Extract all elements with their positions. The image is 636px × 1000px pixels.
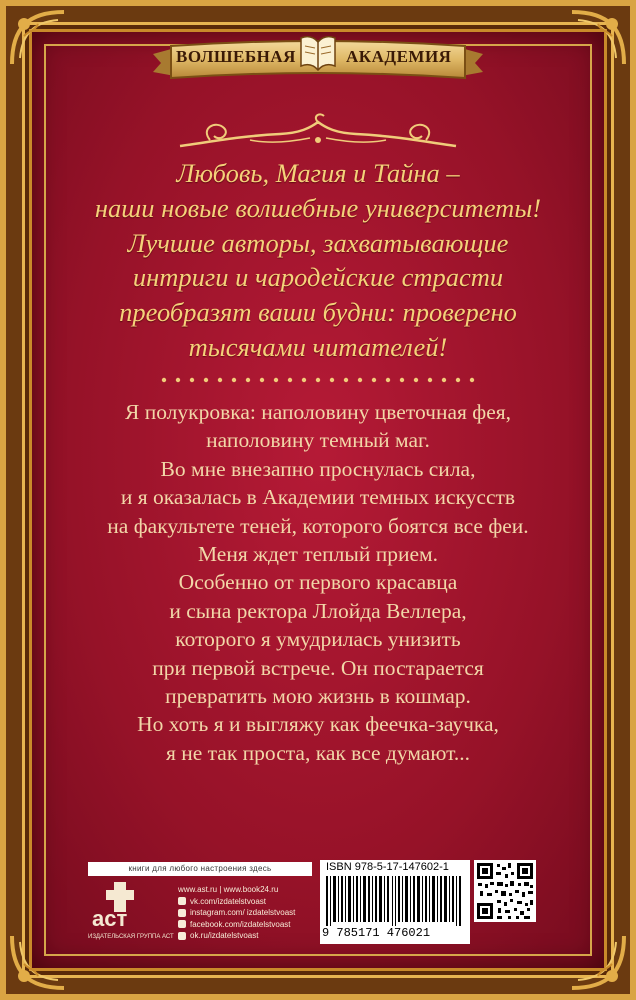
series-name-right: АКАДЕМИЯ xyxy=(346,47,452,66)
barcode-number: 9 785171 476021 xyxy=(322,926,431,940)
isbn-block xyxy=(320,860,470,944)
flourish-ornament-icon xyxy=(170,112,466,158)
isbn-label: ISBN 978-5-17-147602-1 xyxy=(326,861,449,873)
blurb-line: Я полукровка: наполовину цветочная фея, xyxy=(124,400,512,424)
website-link[interactable]: www.ast.ru | www.book24.ru xyxy=(178,885,279,894)
corner-ornament-icon xyxy=(568,8,628,68)
instagram-icon xyxy=(178,909,186,917)
blurb-line: наполовину темный маг. xyxy=(206,428,430,453)
barcode-icon xyxy=(326,876,464,926)
open-book-icon xyxy=(301,37,335,70)
book-blurb xyxy=(60,398,576,767)
dotted-divider xyxy=(160,376,476,384)
publisher-links xyxy=(178,884,295,942)
vk-link[interactable]: vk.com/izdatelstvoast xyxy=(178,896,295,908)
tagline-line: интриги и чародейские страсти xyxy=(132,262,504,293)
vk-icon xyxy=(178,897,186,905)
tagline xyxy=(70,156,566,365)
blurb-line: Во мне внезапно проснулась сила, xyxy=(160,456,476,481)
ok-link[interactable]: ok.ru/izdatelstvoast xyxy=(178,930,295,942)
blurb-line: Особенно от первого красавца xyxy=(178,570,458,595)
blurb-line: я не так проста, как все думают... xyxy=(165,740,471,765)
publisher-caption: ИЗДАТЕЛЬСКАЯ ГРУППА АСТ xyxy=(88,934,174,940)
publisher-block xyxy=(82,858,542,948)
corner-ornament-icon xyxy=(568,932,628,992)
tagline-line: Лучшие авторы, захватывающие xyxy=(127,227,509,258)
corner-ornament-icon xyxy=(8,932,68,992)
ast-logo-icon xyxy=(88,882,144,932)
tagline-line: преобразят ваши будни: проверено xyxy=(119,297,517,328)
blurb-line: на факультете теней, которого боятся все феи. xyxy=(107,513,529,538)
blurb-line: при первой встрече. Он постарается xyxy=(152,655,484,680)
tagline-line: наши новые волшебные университеты! xyxy=(94,192,542,223)
tagline-line: Любовь, Магия и Тайна – xyxy=(176,158,460,188)
blurb-line: превратить мою жизнь в кошмар. xyxy=(165,684,471,709)
qr-code-icon[interactable] xyxy=(474,860,536,922)
series-name-left: ВОЛШЕБНАЯ xyxy=(176,47,296,66)
blurb-line: и сына ректора Ллойда Веллера, xyxy=(169,598,467,623)
publisher-slogan: книги для любого настроения здесь xyxy=(88,862,312,876)
corner-ornament-icon xyxy=(8,8,68,68)
tagline-line: тысячами читателей! xyxy=(188,331,448,362)
logo-text: аст xyxy=(92,906,128,931)
blurb-line: и я оказалась в Академии темных искусств xyxy=(120,485,516,510)
publisher-logo xyxy=(88,882,174,942)
facebook-link[interactable]: facebook.com/izdatelstvoast xyxy=(178,919,295,931)
ok-icon xyxy=(178,932,186,940)
blurb-line: Меня ждет теплый прием. xyxy=(197,542,439,567)
blurb-line: Но хоть я и выгляжу как феечка-заучка, xyxy=(137,712,499,737)
blurb-line: которого я умудрилась унизить xyxy=(175,627,461,652)
facebook-icon xyxy=(178,920,186,928)
instagram-link[interactable]: instagram.com/ izdatelstvoast xyxy=(178,907,295,919)
